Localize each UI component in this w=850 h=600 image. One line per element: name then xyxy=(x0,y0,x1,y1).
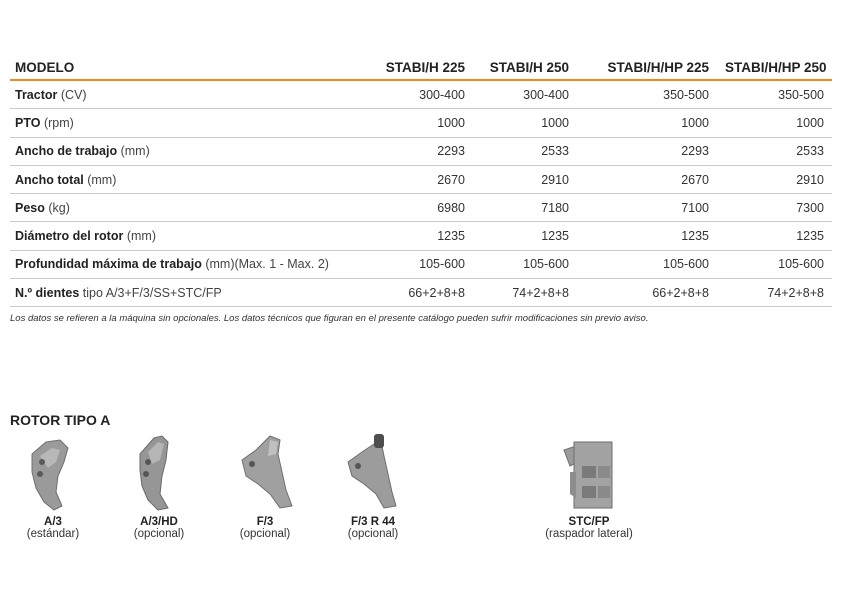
table-cell: 66+2+8+8 xyxy=(577,279,717,307)
scraper-stcfp xyxy=(530,432,648,540)
table-header-row xyxy=(10,56,832,80)
row-label-name: Tractor xyxy=(15,87,58,102)
tooth-desc: (estándar) xyxy=(26,528,80,540)
table-cell: 1235 xyxy=(717,222,832,250)
table-cell: 6980 xyxy=(366,194,473,222)
tooth-f3r44-icon xyxy=(338,432,408,514)
table-cell: 74+2+8+8 xyxy=(473,279,577,307)
row-label xyxy=(10,222,366,250)
model-col-header: STABI/H/HP 250 xyxy=(717,56,832,80)
table-row xyxy=(10,250,832,278)
row-label-unit: (mm) xyxy=(126,229,156,244)
row-label xyxy=(10,194,366,222)
row-label-name: N.º dientes xyxy=(15,285,80,300)
scraper-stcfp-icon xyxy=(554,432,624,514)
footnote: Los datos se refieren a la máquina sin opcionales. Los datos técnicos que figuran en el presente catálogo pueden sufrir modificaciones sin previo aviso. xyxy=(10,313,649,324)
table-cell: 2293 xyxy=(577,137,717,165)
table-row xyxy=(10,109,832,137)
table-cell: 2533 xyxy=(473,137,577,165)
table-row xyxy=(10,165,832,193)
tooth-code: A/3 xyxy=(44,516,62,528)
model-col-header: STABI/H 225 xyxy=(366,56,473,80)
tooth-code: STC/FP xyxy=(568,516,610,528)
table-cell: 105-600 xyxy=(366,250,473,278)
table-cell: 2670 xyxy=(366,165,473,193)
table-cell: 7100 xyxy=(577,194,717,222)
row-label xyxy=(10,279,366,307)
table-cell: 2670 xyxy=(577,165,717,193)
table-row xyxy=(10,80,832,109)
table-cell: 2293 xyxy=(366,137,473,165)
table-cell: 2910 xyxy=(717,165,832,193)
table-cell: 7300 xyxy=(717,194,832,222)
row-label-name: Ancho total xyxy=(15,172,84,187)
tooth-a3 xyxy=(8,432,98,540)
tooth-code: A/3/HD xyxy=(140,516,178,528)
table-row xyxy=(10,194,832,222)
row-label-name: PTO xyxy=(15,115,41,130)
tooth-f3-icon xyxy=(230,432,300,514)
tooth-code: F/3 R 44 xyxy=(350,516,396,528)
model-header: MODELO xyxy=(10,56,366,80)
table-cell: 105-600 xyxy=(473,250,577,278)
row-label-name: Profundidad máxima de trabajo xyxy=(15,257,202,272)
tooth-desc: (opcional) xyxy=(347,528,399,540)
model-col-header: STABI/H 250 xyxy=(473,56,577,80)
table-cell: 1000 xyxy=(577,109,717,137)
row-label xyxy=(10,137,366,165)
table-cell: 300-400 xyxy=(366,80,473,109)
table-cell: 7180 xyxy=(473,194,577,222)
tooth-a3hd-icon xyxy=(124,432,194,514)
row-label-unit: tipo A/3+F/3/SS+STC/FP xyxy=(82,285,222,300)
row-label xyxy=(10,80,366,109)
row-label xyxy=(10,165,366,193)
row-label-unit: (mm) xyxy=(87,172,117,187)
tooth-desc: (raspador lateral) xyxy=(545,528,633,540)
table-cell: 1000 xyxy=(473,109,577,137)
tooth-desc: (opcional) xyxy=(239,528,291,540)
table-cell: 1235 xyxy=(577,222,717,250)
model-col-header: STABI/H/HP 225 xyxy=(577,56,717,80)
row-label-name: Ancho de trabajo xyxy=(15,144,118,159)
tooth-f3r44 xyxy=(328,432,418,540)
table-cell: 2910 xyxy=(473,165,577,193)
table-cell: 105-600 xyxy=(717,250,832,278)
row-label-name: Peso xyxy=(15,200,45,215)
row-label-unit: (mm)(Max. 1 - Max. 2) xyxy=(205,257,329,272)
tooth-a3-icon xyxy=(18,432,88,514)
row-label xyxy=(10,109,366,137)
table-cell: 1235 xyxy=(366,222,473,250)
tooth-code: F/3 xyxy=(256,516,274,528)
table-row xyxy=(10,222,832,250)
table-cell: 74+2+8+8 xyxy=(717,279,832,307)
spec-table xyxy=(10,56,832,307)
table-cell: 300-400 xyxy=(473,80,577,109)
tooth-f3 xyxy=(220,432,310,540)
table-row xyxy=(10,137,832,165)
table-cell: 2533 xyxy=(717,137,832,165)
table-row xyxy=(10,279,832,307)
tooth-a3hd xyxy=(114,432,204,540)
row-label-unit: (kg) xyxy=(48,200,70,215)
table-cell: 66+2+8+8 xyxy=(366,279,473,307)
table-cell: 1000 xyxy=(366,109,473,137)
row-label-unit: (CV) xyxy=(60,87,87,102)
rotor-title: ROTOR TIPO A xyxy=(10,412,111,428)
table-cell: 350-500 xyxy=(717,80,832,109)
row-label-unit: (mm) xyxy=(120,144,150,159)
row-label xyxy=(10,250,366,278)
table-cell: 105-600 xyxy=(577,250,717,278)
table-cell: 350-500 xyxy=(577,80,717,109)
row-label-name: Diámetro del rotor xyxy=(15,229,124,244)
table-cell: 1235 xyxy=(473,222,577,250)
row-label-unit: (rpm) xyxy=(43,115,74,130)
tooth-desc: (opcional) xyxy=(133,528,185,540)
table-cell: 1000 xyxy=(717,109,832,137)
